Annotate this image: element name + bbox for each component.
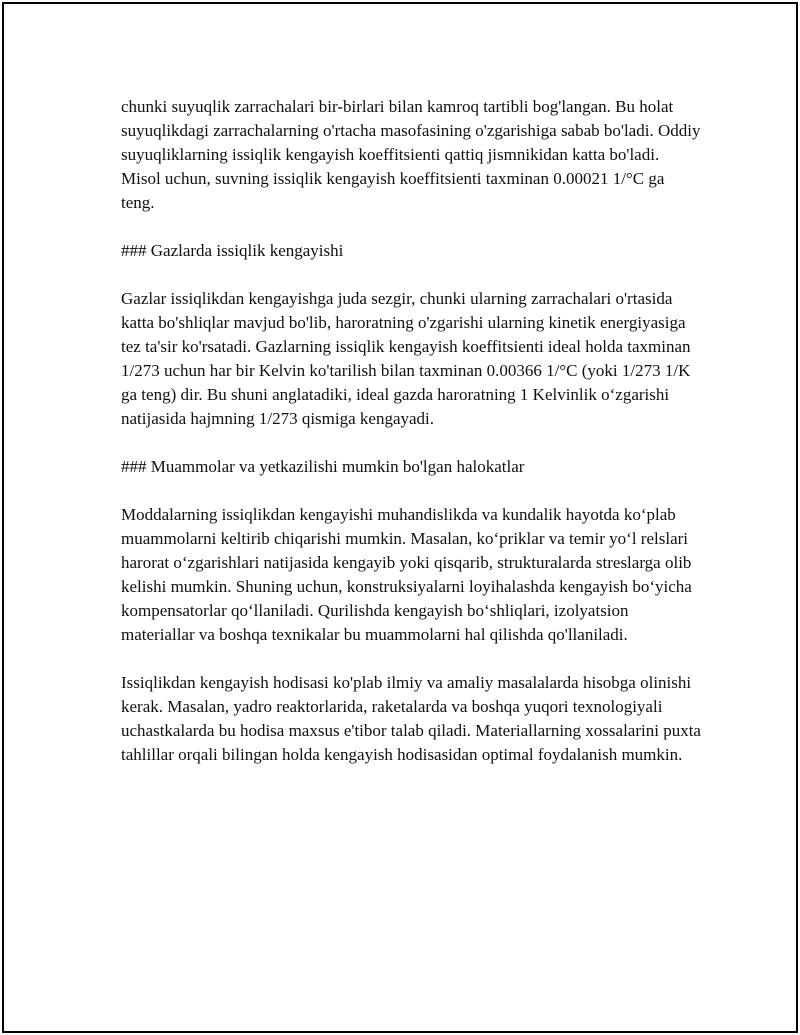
heading-problems: ### Muammolar va yetkazilishi mumkin bo'lgan halokatlar [121,457,525,476]
paragraph-liquid-expansion: chunki suyuqlik zarrachalari bir-birlari bilan kamroq tartibli bog'langan. Bu holat suyuqlikdagi zarrachalarning o'rtacha masofasining o'zgarishiga sabab bo'ladi. Oddiy suyuqliklarning issiqlik kengayish koeffitsienti qattiq jismnikidan katta bo'ladi. Misol uchun, suvning issiqlik kengayish koeffitsienti taxminan 0.00021 1/°C ga teng. [121,97,701,212]
paragraph-conclusion: Issiqlikdan kengayish hodisasi ko'plab ilmiy va amaliy masalalarda hisobga olinishi kerak. Masalan, yadro reaktorlarida, raketalarda va boshqa yuqori texnologiyali uchastkalarda bu hodisa maxsus e'tibor talab qiladi. Materiallarning xossalarini puxta tahlillar orqali bilingan holda kengayish hodisasidan optimal foydalanish mumkin. [121,673,701,764]
paragraph-problems: Moddalarning issiqlikdan kengayishi muhandislikda va kundalik hayotda ko‘plab muammolarni keltirib chiqarishi mumkin. Masalan, ko‘priklar va temir yo‘l relslari harorat o‘zgarishlari natijasida kengayib yoki qisqarib, strukturalarda streslarga olib kelishi mumkin. Shuning uchun, konstruksiyalarni loyihalashda kengayish bo‘yicha kompensatorlar qo‘llaniladi. Qurilishda kengayish bo‘shliqlari, izolyatsion materiallar va boshqa texnikalar bu muammolarni hal qilishda qo'llaniladi. [121,505,692,644]
page-content [121,95,701,791]
page-frame [2,2,798,1033]
paragraph-gas-expansion: Gazlar issiqlikdan kengayishga juda sezgir, chunki ularning zarrachalari o'rtasida katta bo'shliqlar mavjud bo'lib, haroratning o'zgarishi ularning kinetik energiyasiga tez ta'sir ko'rsatadi. Gazlarning issiqlik kengayish koeffitsienti ideal holda taxminan 1/273 uchun har bir Kelvin ko'tarilish bilan taxminan 0.00366 1/°C (yoki 1/273 1/K ga teng) dir. Bu shuni anglatadiki, ideal gazda haroratning 1 Kelvinlik o‘zgarishi natijasida hajmning 1/273 qismiga kengayadi. [121,289,691,428]
heading-gas-expansion: ### Gazlarda issiqlik kengayishi [121,241,344,260]
